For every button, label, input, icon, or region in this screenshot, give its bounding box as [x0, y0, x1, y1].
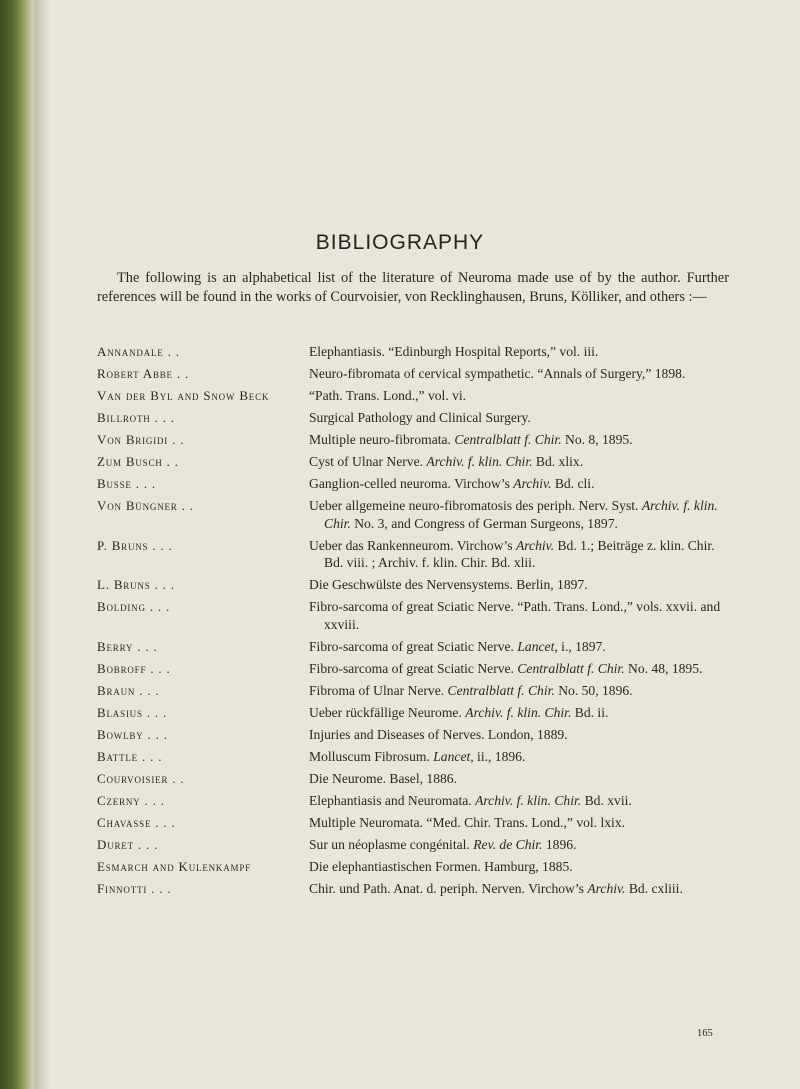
reference-journal: Archiv.: [515, 537, 555, 553]
reference-text: Elephantiasis. “Edinburgh Hospital Reports,” vol. iii.: [309, 344, 599, 359]
entry-author: Von Brigidi . .: [97, 432, 185, 447]
reference-text: Ganglion-celled neuroma. Virchow’s: [309, 476, 514, 491]
entry-reference: [309, 770, 737, 788]
entry-reference: [309, 814, 737, 832]
entry-reference: [309, 726, 737, 744]
bibliography-entry: [97, 497, 737, 532]
reference-journal: Centralblatt f. Chir.: [517, 660, 625, 676]
reference-text: Ueber rückfällige Neurome.: [309, 704, 466, 720]
entry-author: Berry . . .: [97, 638, 158, 654]
bibliography-entry: [97, 748, 737, 766]
entry-author: Bowlby . . .: [97, 726, 168, 742]
bibliography-entry: [97, 431, 737, 449]
bibliography-entry: [97, 660, 737, 678]
reference-text-tail: 1896.: [542, 836, 577, 852]
reference-text: Die Geschwülste des Nervensystems. Berlin, 1897.: [309, 577, 588, 592]
reference-text-tail: ii., 1896.: [473, 748, 526, 764]
bibliography-entry: [97, 880, 737, 898]
entry-author: Braun . . .: [97, 682, 160, 698]
entry-reference: [309, 704, 737, 722]
bibliography-entry: [97, 537, 737, 572]
entry-author: Busse . . .: [97, 476, 156, 491]
bibliography-entry: [97, 409, 737, 427]
reference-text-tail: Bd. 1.; Beiträge z. klin. Chir. Bd. viii. ; Archiv. f. klin. Chir. Bd. xlii.: [324, 537, 715, 570]
entry-reference: [309, 858, 737, 876]
entry-author: Chavasse . . .: [97, 814, 176, 830]
reference-text-tail: Bd. ii.: [571, 704, 609, 720]
entry-author: Blasius . . .: [97, 704, 168, 720]
reference-journal: Archiv.: [513, 476, 552, 491]
reference-text: Fibro-sarcoma of great Sciatic Nerve.: [309, 660, 518, 676]
entry-author: Annandale . .: [97, 344, 180, 359]
reference-journal: Archiv. f. klin. Chir.: [324, 498, 718, 531]
reference-journal: Rev. de Chir.: [473, 836, 543, 852]
reference-text-tail: Bd. cxliii.: [625, 880, 683, 896]
entry-author: Van der Byl and Snow Beck: [97, 388, 270, 403]
reference-text: Surgical Pathology and Clinical Surgery.: [309, 410, 531, 425]
bibliography-entry: [97, 453, 737, 471]
reference-text-tail: Bd. xvii.: [581, 792, 632, 808]
reference-text-tail: i., 1897.: [557, 638, 606, 654]
entry-reference: [309, 365, 737, 383]
reference-journal: Archiv. f. klin. Chir.: [465, 704, 572, 720]
page-number: 165: [697, 1028, 713, 1039]
reference-text: Ueber das Rankenneurom. Virchow’s: [309, 537, 516, 553]
reference-text: Fibro-sarcoma of great Sciatic Nerve.: [309, 638, 518, 654]
bibliography-entry: [97, 770, 737, 788]
entry-author: Duret . . .: [97, 836, 159, 852]
entry-reference: [309, 497, 737, 532]
reference-text: Fibroma of Ulnar Nerve.: [309, 682, 448, 698]
entry-reference: [309, 453, 737, 471]
entry-author: Bobroff . . .: [97, 660, 171, 676]
entry-author: L. Bruns . . .: [97, 577, 175, 592]
entry-reference: [309, 409, 737, 427]
reference-journal: Archiv.: [587, 880, 626, 896]
bibliography-entry: [97, 387, 737, 405]
entry-reference: [309, 598, 737, 633]
reference-text: Fibro-sarcoma of great Sciatic Nerve. “Path. Trans. Lond.,” vols. xxvii. and xxviii.: [309, 599, 721, 632]
entry-author: P. Bruns . . .: [97, 537, 173, 553]
bibliography-entry: [97, 475, 737, 493]
reference-journal: Archiv. f. klin. Chir.: [426, 454, 533, 469]
reference-text-tail: No. 48, 1895.: [624, 660, 703, 676]
bibliography-entry: [97, 792, 737, 810]
entry-reference: [309, 880, 737, 898]
entry-author: Von Büngner . .: [97, 498, 194, 513]
reference-text-tail: Bd. xlix.: [532, 454, 584, 469]
reference-journal: Lancet,: [517, 638, 558, 654]
reference-text: Molluscum Fibrosum.: [309, 748, 434, 764]
entry-author: Czerny . . .: [97, 792, 165, 808]
entry-reference: [309, 660, 737, 678]
intro-paragraph: The following is an alphabetical list of the literature of Neuroma made use of by the author. Further references will be found in the works of Courvoisier, von Recklinghausen, Bruns, Kölliker, and others :—: [97, 270, 729, 305]
reference-text: Chir. und Path. Anat. d. periph. Nerven. Virchow’s: [309, 880, 588, 896]
entry-author: Billroth . . .: [97, 410, 175, 425]
reference-text: Multiple neuro-fibromata.: [309, 432, 455, 447]
reference-journal: Archiv. f. klin. Chir.: [475, 792, 582, 808]
bibliography-entry: [97, 836, 737, 854]
reference-journal: Centralblatt f. Chir.: [447, 682, 555, 698]
entry-reference: [309, 475, 737, 493]
bibliography-entry: [97, 814, 737, 832]
reference-text: Injuries and Diseases of Nerves. London, 1889.: [309, 726, 568, 742]
bibliography-entry: [97, 365, 737, 383]
entry-reference: [309, 343, 737, 361]
reference-text-tail: No. 3, and Congress of German Surgeons, 1897.: [350, 515, 618, 531]
entry-reference: [309, 836, 737, 854]
reference-journal: Lancet,: [433, 748, 474, 764]
reference-text-tail: No. 8, 1895.: [561, 432, 633, 447]
entry-reference: [309, 537, 737, 572]
entry-reference: [309, 638, 737, 656]
entry-reference: [309, 792, 737, 810]
page-title: BIBLIOGRAPHY: [315, 231, 485, 254]
bibliography-entry: [97, 726, 737, 744]
entry-reference: [309, 387, 737, 405]
reference-text: Multiple Neuromata. “Med. Chir. Trans. Lond.,” vol. lxix.: [309, 814, 626, 830]
entry-author: Esmarch and Kulenkampf: [97, 858, 251, 874]
bibliography-entry: [97, 598, 737, 633]
bibliography-entry: [97, 704, 737, 722]
bibliography-entry: [97, 638, 737, 656]
reference-text-tail: Bd. cli.: [551, 476, 595, 491]
bibliography-entry: [97, 576, 737, 594]
reference-text: Sur un néoplasme congénital.: [309, 836, 474, 852]
entry-reference: [309, 576, 737, 594]
reference-text: Ueber allgemeine neuro-fibromatosis des periph. Nerv. Syst.: [309, 498, 642, 513]
entry-author: Finnotti . . .: [97, 880, 172, 896]
entry-author: Courvoisier . .: [97, 770, 185, 786]
entry-reference: [309, 431, 737, 449]
reference-text-tail: No. 50, 1896.: [554, 682, 633, 698]
reference-text: Die Neurome. Basel, 1886.: [309, 770, 457, 786]
bibliography-entry: [97, 858, 737, 876]
reference-text: Neuro-fibromata of cervical sympathetic. “Annals of Surgery,” 1898.: [309, 366, 686, 381]
entry-author: Zum Busch . .: [97, 454, 179, 469]
entry-author: Bolding . . .: [97, 599, 171, 614]
reference-journal: Centralblatt f. Chir.: [454, 432, 562, 447]
bibliography-list: [97, 343, 737, 902]
bibliography-entry: [97, 343, 737, 361]
entry-author: Robert Abbe . .: [97, 366, 190, 381]
reference-text: Cyst of Ulnar Nerve.: [309, 454, 427, 469]
bibliography-entry: [97, 682, 737, 700]
reference-text: Elephantiasis and Neuromata.: [309, 792, 476, 808]
entry-reference: [309, 748, 737, 766]
entry-author: Battle . . .: [97, 748, 163, 764]
reference-text: “Path. Trans. Lond.,” vol. vi.: [309, 388, 467, 403]
entry-reference: [309, 682, 737, 700]
reference-text: Die elephantiastischen Formen. Hamburg, 1885.: [309, 858, 573, 874]
